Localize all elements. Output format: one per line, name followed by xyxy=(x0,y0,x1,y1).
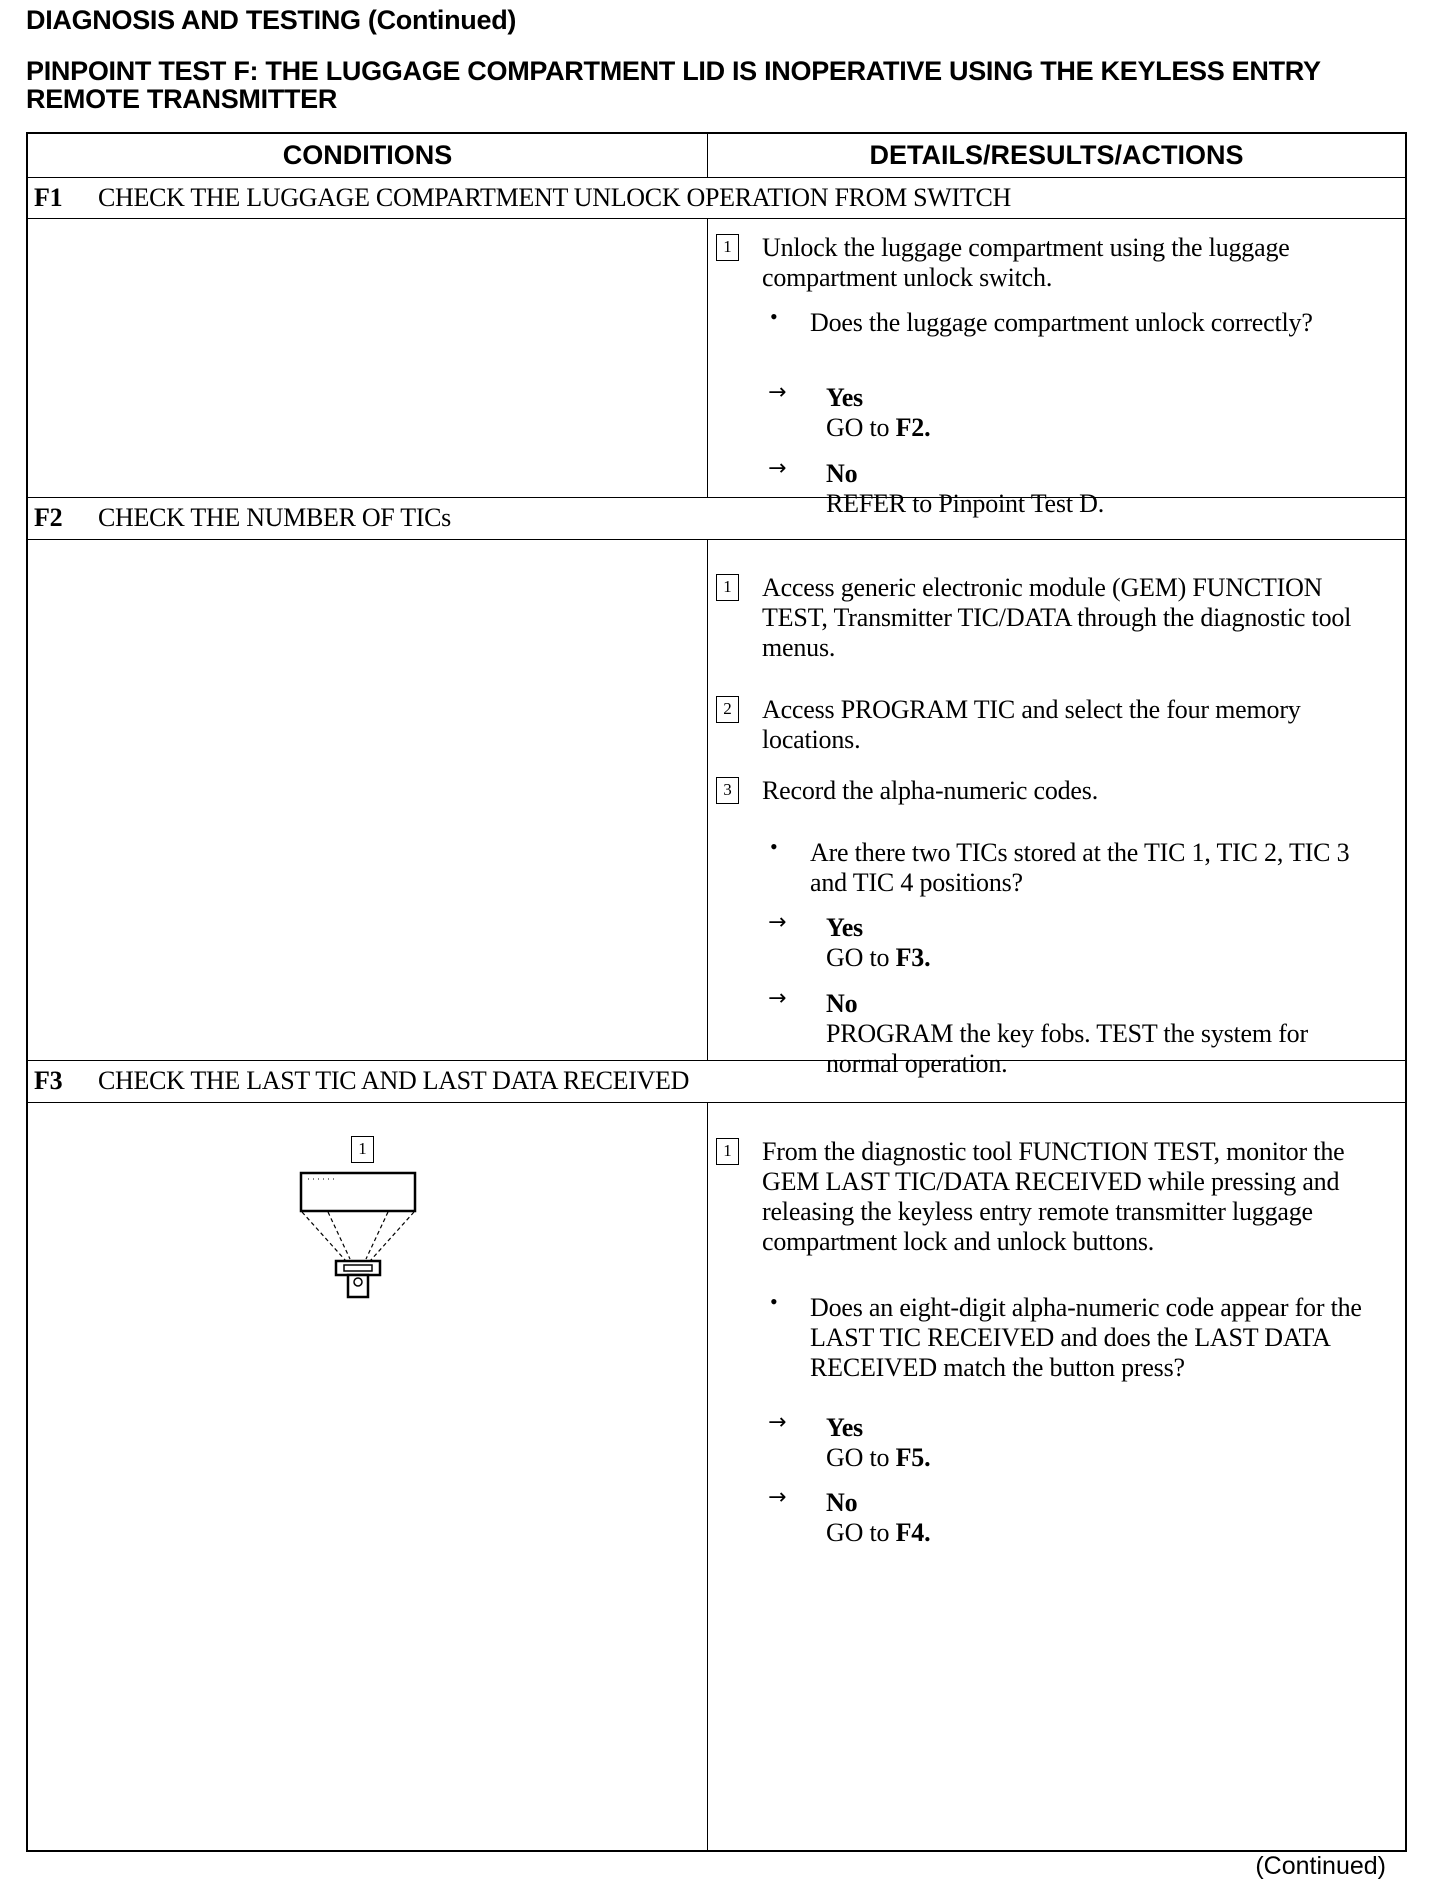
action-text: Unlock the luggage compartment using the luggage compartment unlock switch. xyxy=(762,233,1290,292)
details-column-header: DETAILS/RESULTS/ACTIONS xyxy=(869,140,1244,170)
question-text: Does the luggage compartment unlock correctly? xyxy=(810,308,1313,337)
step-id: F3 xyxy=(34,1066,63,1095)
continued-footer: (Continued) xyxy=(1255,1852,1386,1880)
yes-result xyxy=(826,913,1386,973)
yes-target: F5. xyxy=(895,1443,931,1472)
arrow-right-icon: → xyxy=(768,456,787,481)
step-title: CHECK THE NUMBER OF TICs xyxy=(98,503,451,532)
pinpoint-test-title: PINPOINT TEST F: THE LUGGAGE COMPARTMENT LID IS INOPERATIVE USING THE KEYLESS ENTRY REMOTE TRANSMITTER xyxy=(26,56,1321,114)
no-label: No xyxy=(826,459,858,488)
action-text: Access PROGRAM TIC and select the four memory locations. xyxy=(762,695,1301,754)
bullet-icon: • xyxy=(770,304,778,329)
action-text: Record the alpha-numeric codes. xyxy=(762,776,1098,805)
yes-action: GO to xyxy=(826,943,890,972)
yes-action: GO to xyxy=(826,413,890,442)
arrow-right-icon: → xyxy=(768,1410,787,1435)
action-number-box: 1 xyxy=(716,1138,739,1165)
action-number-box: 2 xyxy=(716,696,739,723)
no-result xyxy=(826,1488,1386,1548)
step-f2-header xyxy=(34,499,451,537)
action-number-box: 1 xyxy=(716,574,739,601)
keyless-remote-transmitter-illustration xyxy=(298,1169,428,1299)
yes-label: Yes xyxy=(826,383,863,412)
no-result xyxy=(826,459,1386,519)
yes-action: GO to xyxy=(826,1443,890,1472)
bullet-icon: • xyxy=(770,1289,778,1314)
action-number-box: 3 xyxy=(716,777,739,804)
no-action: GO to xyxy=(826,1518,890,1547)
no-action: PROGRAM the key fobs. TEST the system for normal operation. xyxy=(826,1019,1308,1078)
figure-number-box: 1 xyxy=(351,1136,374,1163)
question-text: Are there two TICs stored at the TIC 1, TIC 2, TIC 3 and TIC 4 positions? xyxy=(810,838,1350,897)
no-result xyxy=(826,989,1386,1079)
test-table xyxy=(26,132,1407,1852)
step-title: CHECK THE LAST TIC AND LAST DATA RECEIVED xyxy=(98,1066,690,1095)
step-id: F2 xyxy=(34,503,63,532)
yes-target: F3. xyxy=(895,943,931,972)
action-text: From the diagnostic tool FUNCTION TEST, monitor the GEM LAST TIC/DATA RECEIVED while pressing and releasing the keyless entry remote transmitter luggage compartment lock and unlock buttons. xyxy=(762,1137,1345,1256)
no-label: No xyxy=(826,989,858,1018)
arrow-right-icon: → xyxy=(768,910,787,935)
arrow-right-icon: → xyxy=(768,380,787,405)
conditions-column-header: CONDITIONS xyxy=(282,140,453,170)
no-target: F4. xyxy=(895,1518,931,1547)
step-title: CHECK THE LUGGAGE COMPARTMENT UNLOCK OPERATION FROM SWITCH xyxy=(98,183,1012,212)
yes-result xyxy=(826,1413,1386,1473)
yes-result xyxy=(826,383,1386,443)
step-f1-header xyxy=(34,179,1011,217)
step-f3-header xyxy=(34,1062,689,1100)
bullet-icon: • xyxy=(770,834,778,859)
section-heading: DIAGNOSIS AND TESTING (Continued) xyxy=(26,5,517,35)
no-action: REFER to Pinpoint Test D. xyxy=(826,489,1105,518)
question-text: Does an eight-digit alpha-numeric code appear for the LAST TIC RECEIVED and does the LAST DATA RECEIVED match the button press? xyxy=(810,1293,1362,1382)
action-number-box: 1 xyxy=(716,234,739,261)
no-label: No xyxy=(826,1488,858,1517)
action-text: Access generic electronic module (GEM) FUNCTION TEST, Transmitter TIC/DATA through the diagnostic tool menus. xyxy=(762,573,1352,662)
arrow-right-icon: → xyxy=(768,986,787,1011)
step-id: F1 xyxy=(34,183,63,212)
arrow-right-icon: → xyxy=(768,1485,787,1510)
yes-target: F2. xyxy=(895,413,931,442)
yes-label: Yes xyxy=(826,913,863,942)
yes-label: Yes xyxy=(826,1413,863,1442)
